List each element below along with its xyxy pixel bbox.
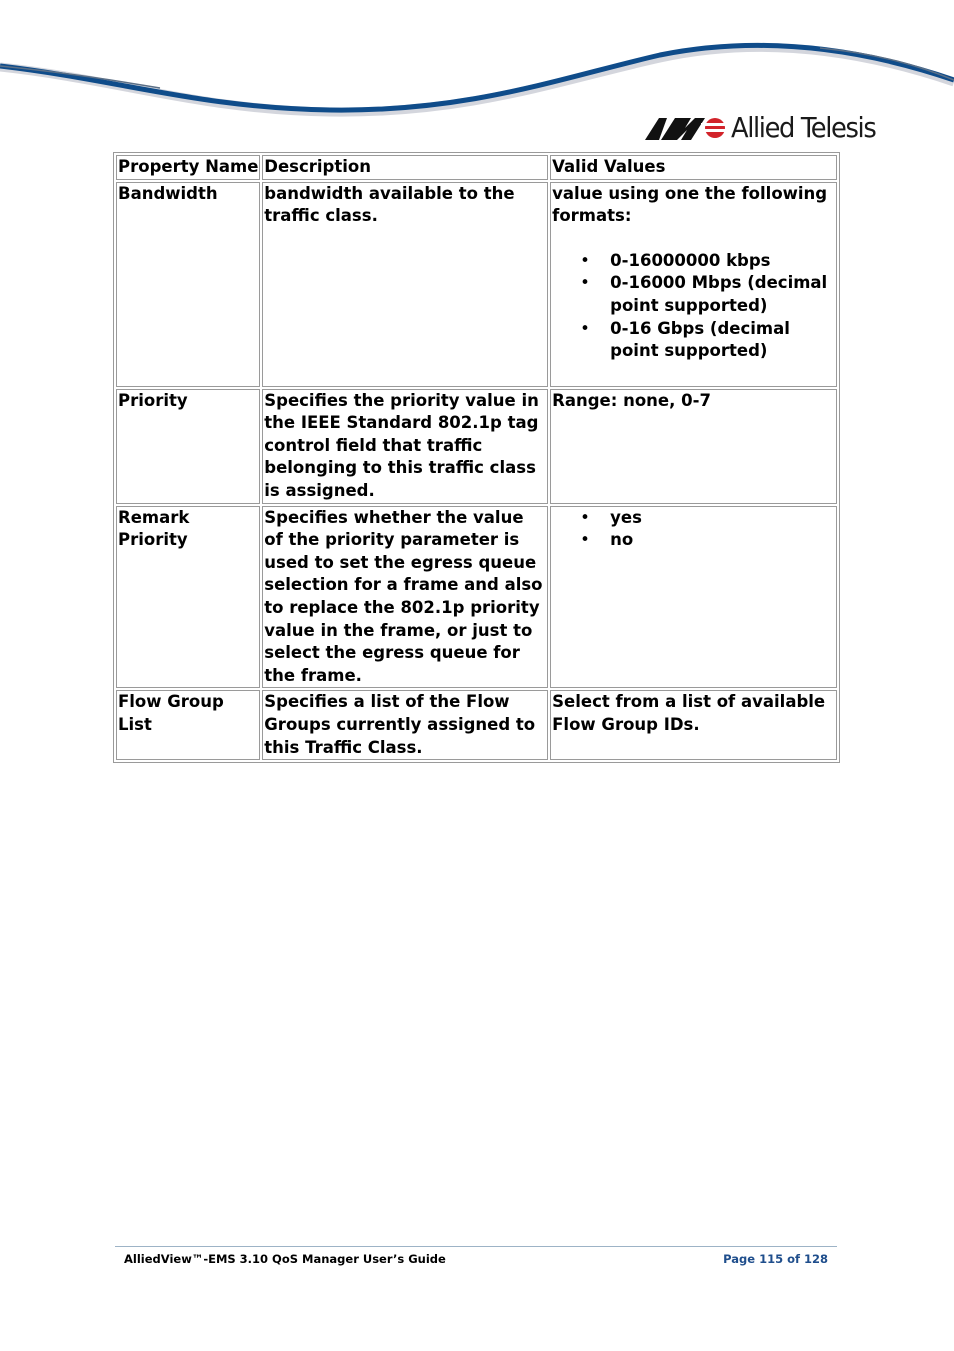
- header-valid-values: Valid Values: [550, 155, 837, 180]
- valid-values-cell: Range: none, 0-7: [550, 389, 837, 504]
- logo-wordmark: Allied Telesis: [731, 111, 876, 144]
- valid-values-intro: value using one the following formats:: [552, 183, 828, 226]
- table-row: [116, 506, 837, 689]
- list-item: • yes: [610, 507, 836, 530]
- allied-telesis-logo: [645, 108, 888, 148]
- property-name-cell: Flow Group List: [116, 690, 260, 760]
- table-row: [116, 389, 837, 504]
- list-item: • no: [610, 529, 836, 552]
- valid-values-cell: [550, 506, 837, 689]
- valid-values-cell: [550, 182, 837, 387]
- valid-values-list: [552, 507, 836, 552]
- table-header-row: [116, 155, 837, 180]
- list-item: • 0-16000000 kbps: [610, 250, 836, 273]
- property-name-cell: Bandwidth: [116, 182, 260, 387]
- description-cell: bandwidth available to the traffic class.: [262, 182, 548, 387]
- description-cell: Specifies whether the value of the priority parameter is used to set the egress queue selection for a frame and also to replace the 802.1p priority value in the frame, or just to select the egress queue for the frame.: [262, 506, 548, 689]
- header-property-name: Property Name: [116, 155, 260, 180]
- list-item: • 0-16000 Mbps (decimal point supported): [610, 272, 836, 317]
- properties-table: [113, 152, 840, 763]
- header-description: Description: [262, 155, 548, 180]
- table-row: [116, 690, 837, 760]
- list-item: • 0-16 Gbps (decimal point supported): [610, 318, 836, 363]
- footer-divider: [115, 1246, 837, 1247]
- property-name-cell: Remark Priority: [116, 506, 260, 689]
- property-name-cell: Priority: [116, 389, 260, 504]
- description-cell: Specifies a list of the Flow Groups currently assigned to this Traffic Class.: [262, 690, 548, 760]
- description-cell: Specifies the priority value in the IEEE Standard 802.1p tag control field that traffic belonging to this traffic class is assigned.: [262, 389, 548, 504]
- valid-values-list: [552, 250, 836, 363]
- valid-values-cell: Select from a list of available Flow Group IDs.: [550, 690, 837, 760]
- footer-document-title: AlliedView™-EMS 3.10 QoS Manager User’s Guide: [124, 1252, 446, 1266]
- footer-page-number: Page 115 of 128: [723, 1252, 828, 1266]
- table-row: [116, 182, 837, 387]
- allied-telesis-logo-icon: [645, 114, 727, 142]
